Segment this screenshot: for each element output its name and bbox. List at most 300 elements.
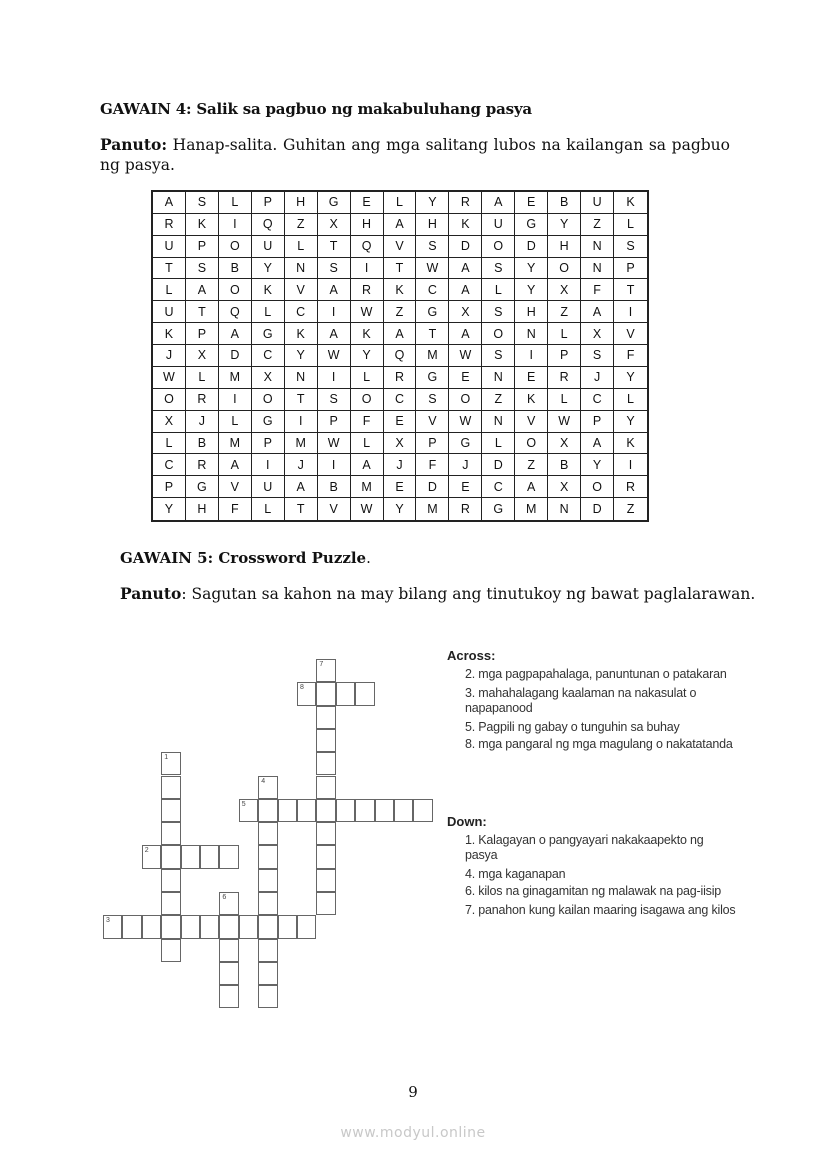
word-search-cell[interactable]: L [285, 236, 318, 258]
word-search-cell[interactable]: W [416, 258, 449, 280]
crossword-cell[interactable] [122, 915, 141, 938]
word-search-cell[interactable]: O [482, 236, 515, 258]
gawain5-title [120, 549, 371, 567]
crossword-cell[interactable] [161, 845, 180, 868]
word-search-cell[interactable]: B [219, 258, 252, 280]
word-search-cell[interactable]: A [384, 323, 417, 345]
word-search-cell[interactable]: U [482, 214, 515, 236]
word-search-cell[interactable]: X [548, 279, 581, 301]
word-search-cell[interactable]: W [351, 498, 384, 520]
word-search-cell[interactable]: O [449, 389, 482, 411]
word-search-cell[interactable]: Y [252, 258, 285, 280]
word-search-cell[interactable]: O [581, 476, 614, 498]
word-search-cell[interactable]: H [186, 498, 219, 520]
crossword-cell[interactable] [316, 659, 335, 682]
word-search-cell[interactable]: G [515, 214, 548, 236]
crossword-cell[interactable] [258, 869, 277, 892]
crossword-cell[interactable] [258, 939, 277, 962]
crossword-cell[interactable] [258, 985, 277, 1008]
crossword-cell[interactable] [258, 799, 277, 822]
word-search-cell[interactable]: P [153, 476, 186, 498]
word-search-cell[interactable]: H [548, 236, 581, 258]
word-search-cell[interactable]: Y [581, 454, 614, 476]
word-search-cell[interactable]: Z [626, 502, 635, 517]
word-search-cell[interactable]: W [449, 411, 482, 433]
word-search-cell[interactable]: L [384, 192, 417, 214]
word-search-cell[interactable]: K [153, 323, 186, 345]
word-search-cell[interactable]: C [384, 389, 417, 411]
word-search-cell[interactable]: B [548, 454, 581, 476]
word-search-cell[interactable]: K [351, 323, 384, 345]
word-search-cell[interactable]: J [186, 411, 219, 433]
word-search-cell[interactable]: P [581, 411, 614, 433]
crossword-cell[interactable] [316, 729, 335, 752]
word-search-cell[interactable]: L [351, 367, 384, 389]
word-search-cell[interactable]: U [153, 236, 186, 258]
crossword-cell[interactable] [142, 915, 161, 938]
crossword-cell[interactable] [161, 752, 180, 775]
word-search-cell[interactable]: Z [482, 389, 515, 411]
word-search-cell[interactable]: X [581, 323, 614, 345]
word-search-cell[interactable]: K [285, 323, 318, 345]
word-search-cell[interactable]: E [515, 367, 548, 389]
word-search-cell[interactable]: Y [515, 258, 548, 280]
word-search-cell[interactable]: I [318, 301, 351, 323]
word-search-cell[interactable]: A [581, 301, 614, 323]
gawain5-instruction-label: Panuto [120, 584, 182, 603]
across-clue: 3. mahahalagang kaalaman na nakasulat o napapanood [465, 686, 697, 715]
word-search-cell[interactable]: V [384, 236, 417, 258]
word-search-cell[interactable]: V [515, 411, 548, 433]
word-search-cell[interactable]: C [153, 454, 186, 476]
word-search-cell[interactable]: Q [219, 301, 252, 323]
word-search-cell[interactable]: Y [614, 367, 647, 389]
word-search-cell[interactable]: E [449, 367, 482, 389]
word-search-cell[interactable]: Y [548, 214, 581, 236]
word-search-cell[interactable]: M [416, 345, 449, 367]
word-search-cell[interactable]: G [318, 192, 351, 214]
word-search-cell[interactable]: O [252, 389, 285, 411]
word-search-cell[interactable]: Y [515, 279, 548, 301]
word-search-cell[interactable]: P [186, 323, 219, 345]
word-search-cell[interactable]: V [614, 323, 647, 345]
word-search-cell[interactable]: R [548, 367, 581, 389]
crossword-cell[interactable] [316, 776, 335, 799]
word-search-cell[interactable]: Q [252, 214, 285, 236]
word-search-cell[interactable]: D [219, 345, 252, 367]
word-search-cell[interactable]: M [351, 476, 384, 498]
crossword-cell[interactable] [219, 985, 238, 1008]
word-search-cell[interactable]: J [285, 454, 318, 476]
word-search-cell[interactable]: J [449, 454, 482, 476]
word-search-cell[interactable]: I [285, 411, 318, 433]
crossword-cell[interactable] [142, 845, 161, 868]
word-search-cell[interactable]: G [449, 433, 482, 455]
crossword-cell[interactable] [239, 915, 258, 938]
word-search-cell[interactable]: T [285, 389, 318, 411]
word-search-cell[interactable]: D [416, 476, 449, 498]
word-search-cell[interactable]: F [351, 411, 384, 433]
word-search-cell[interactable]: I [219, 389, 252, 411]
word-search-cell[interactable]: A [285, 476, 318, 498]
word-search-cell[interactable]: S [186, 192, 219, 214]
word-search-cell[interactable]: K [186, 214, 219, 236]
word-search-cell[interactable]: W [153, 367, 186, 389]
word-search-cell[interactable]: I [318, 454, 351, 476]
word-search-cell[interactable]: N [285, 367, 318, 389]
crossword-cell[interactable] [375, 799, 394, 822]
crossword-cell[interactable] [316, 845, 335, 868]
word-search-cell[interactable]: A [449, 258, 482, 280]
word-search-cell[interactable]: S [416, 236, 449, 258]
word-search-cell[interactable]: T [153, 258, 186, 280]
word-search-cell[interactable]: Y [285, 345, 318, 367]
word-search-cell[interactable]: R [384, 367, 417, 389]
word-search-cell[interactable]: N [482, 367, 515, 389]
word-search-cell[interactable]: C [482, 476, 515, 498]
word-search-cell[interactable]: I [351, 258, 384, 280]
word-search-cell[interactable]: L [252, 301, 285, 323]
word-search-cell[interactable]: X [186, 345, 219, 367]
word-search-cell[interactable]: T [416, 323, 449, 345]
word-search-cell[interactable]: X [318, 214, 351, 236]
word-search-cell[interactable]: S [416, 389, 449, 411]
word-search-cell[interactable]: M [515, 498, 548, 520]
word-search-cell[interactable]: T [285, 498, 318, 520]
word-search-cell[interactable]: M [219, 433, 252, 455]
word-search-cell[interactable]: A [153, 192, 186, 214]
word-search-cell[interactable]: X [384, 433, 417, 455]
word-search-cell[interactable]: D [581, 498, 614, 520]
crossword-clue-number: 1 [164, 754, 169, 762]
word-search-cell[interactable]: L [153, 279, 186, 301]
word-search-cell[interactable]: Z [285, 214, 318, 236]
word-search-cell[interactable]: O [219, 279, 252, 301]
word-search-cell[interactable]: L [614, 214, 647, 236]
word-search-cell[interactable]: Z [548, 301, 581, 323]
crossword-clue-number: 4 [261, 777, 266, 785]
word-search-cell[interactable]: M [416, 498, 449, 520]
crossword-clue-number: 8 [300, 684, 304, 692]
word-search-cell[interactable]: S [318, 389, 351, 411]
down-clue: 6. kilos na ginagamitan ng malawak na pag-iisip [465, 884, 722, 898]
gawain5-title-text: GAWAIN 5: Crossword Puzzle [120, 549, 367, 567]
word-search-cell[interactable]: H [515, 301, 548, 323]
word-search-cell[interactable]: O [153, 389, 186, 411]
word-search-cell[interactable]: L [186, 367, 219, 389]
word-search-cell[interactable]: Q [351, 236, 384, 258]
word-search-cell[interactable]: X [153, 411, 186, 433]
down-clue: 4. mga kaganapan [465, 867, 566, 881]
word-search-cell[interactable]: K [449, 214, 482, 236]
word-search-cell[interactable]: F [614, 345, 647, 367]
word-search-cell[interactable]: H [285, 192, 318, 214]
crossword-cell[interactable] [219, 892, 238, 915]
word-search-cell[interactable]: L [219, 192, 252, 214]
word-search-cell[interactable]: N [548, 498, 581, 520]
word-search-cell[interactable]: L [548, 323, 581, 345]
word-search-cell[interactable]: J [581, 367, 614, 389]
word-search-cell[interactable]: A [219, 454, 252, 476]
word-search-cell[interactable]: B [548, 192, 581, 214]
word-search-cell[interactable]: I [219, 214, 252, 236]
crossword-cell[interactable] [316, 892, 335, 915]
crossword-cell[interactable] [297, 915, 316, 938]
crossword-cell[interactable] [413, 799, 432, 822]
word-search-cell[interactable]: P [416, 433, 449, 455]
word-search-cell[interactable]: A [384, 214, 417, 236]
word-search-cell[interactable]: U [252, 236, 285, 258]
word-search-cell[interactable]: P [252, 433, 285, 455]
word-search-cell[interactable]: K [515, 389, 548, 411]
crossword-cell[interactable] [219, 915, 238, 938]
crossword-cell[interactable] [316, 682, 335, 705]
word-search-cell[interactable]: S [482, 345, 515, 367]
word-search-cell[interactable]: P [614, 258, 647, 280]
word-search-cell[interactable]: L [482, 433, 515, 455]
down-clues [447, 814, 737, 918]
word-search-cell[interactable]: R [186, 454, 219, 476]
word-search-cell[interactable]: X [548, 476, 581, 498]
word-search-cell[interactable]: A [515, 476, 548, 498]
word-search-cell[interactable]: M [219, 367, 252, 389]
crossword-cell[interactable] [258, 962, 277, 985]
word-search-cell[interactable]: I [252, 454, 285, 476]
word-search-cell[interactable]: D [482, 454, 515, 476]
word-search-cell[interactable]: A [318, 279, 351, 301]
crossword-cell[interactable] [219, 939, 238, 962]
across-clue: 5. Pagpili ng gabay o tunguhin sa buhay [465, 720, 680, 734]
word-search-cell[interactable]: K [614, 433, 647, 455]
word-search-cell[interactable]: I [614, 301, 647, 323]
crossword-clue-number: 2 [144, 847, 149, 855]
word-search-cell[interactable]: O [351, 389, 384, 411]
word-search-cell[interactable]: M [285, 433, 318, 455]
crossword-cell[interactable] [258, 845, 277, 868]
crossword-cell[interactable] [161, 915, 180, 938]
word-search-cell[interactable]: O [548, 258, 581, 280]
word-search-cell[interactable]: N [285, 258, 318, 280]
word-search-cell[interactable]: E [515, 192, 548, 214]
crossword-cell[interactable] [161, 776, 180, 799]
word-search-cell[interactable]: S [614, 236, 647, 258]
word-search-cell[interactable]: T [614, 279, 647, 301]
word-search-cell[interactable]: A [581, 433, 614, 455]
word-search-cell[interactable]: U [252, 476, 285, 498]
crossword-cell[interactable] [394, 799, 413, 822]
word-search-cell[interactable]: R [351, 279, 384, 301]
word-search-cell[interactable]: L [548, 389, 581, 411]
word-search-cell[interactable]: O [219, 236, 252, 258]
word-search-cell[interactable]: A [219, 323, 252, 345]
word-search-cell[interactable]: L [614, 389, 647, 411]
crossword-cell[interactable] [161, 799, 180, 822]
crossword-cell[interactable] [200, 915, 219, 938]
word-search-cell[interactable]: F [416, 454, 449, 476]
word-search-cell[interactable]: G [416, 367, 449, 389]
word-search-cell[interactable]: P [548, 345, 581, 367]
word-search-cell[interactable]: A [449, 279, 482, 301]
crossword-cell[interactable] [258, 915, 277, 938]
word-search-cell[interactable]: E [384, 476, 417, 498]
crossword-cell[interactable] [181, 845, 200, 868]
crossword-cell[interactable] [219, 845, 238, 868]
word-search-cell[interactable]: N [482, 411, 515, 433]
crossword-cell[interactable] [316, 869, 335, 892]
word-search-cell[interactable]: L [482, 279, 515, 301]
word-search-cell[interactable]: K [252, 279, 285, 301]
crossword-cell[interactable] [161, 822, 180, 845]
word-search-cell[interactable]: Z [384, 301, 417, 323]
word-search-cell[interactable]: C [252, 345, 285, 367]
word-search-cell[interactable]: S [186, 258, 219, 280]
crossword-cell[interactable] [219, 962, 238, 985]
gawain5-instruction [120, 584, 755, 603]
word-search-cell[interactable]: P [252, 192, 285, 214]
crossword-cell[interactable] [336, 682, 355, 705]
word-search-cell[interactable]: S [482, 258, 515, 280]
word-search-cell[interactable]: E [351, 192, 384, 214]
crossword-cell[interactable] [161, 892, 180, 915]
word-search-cell[interactable]: F [219, 498, 252, 520]
crossword-cell[interactable] [297, 799, 316, 822]
word-search-cell[interactable]: A [482, 192, 515, 214]
crossword-cell[interactable] [316, 822, 335, 845]
word-search-cell[interactable]: N [515, 323, 548, 345]
word-search-cell[interactable]: N [581, 258, 614, 280]
word-search-cell[interactable]: R [614, 476, 647, 498]
word-search-cell[interactable]: S [482, 301, 515, 323]
word-search-cell[interactable]: T [318, 236, 351, 258]
word-search-cell[interactable]: A [186, 279, 219, 301]
word-search-cell[interactable]: H [351, 214, 384, 236]
word-search-cell[interactable]: V [416, 411, 449, 433]
word-search-cell[interactable]: W [318, 433, 351, 455]
word-search-cell[interactable]: U [581, 192, 614, 214]
word-search-cell[interactable]: A [449, 323, 482, 345]
crossword-cell[interactable] [278, 799, 297, 822]
crossword-cell[interactable] [316, 706, 335, 729]
word-search-cell[interactable]: A [318, 323, 351, 345]
word-search-cell[interactable]: V [219, 476, 252, 498]
crossword-clue-number: 7 [319, 661, 324, 668]
word-search-cell[interactable]: T [186, 301, 219, 323]
crossword-cell[interactable] [316, 752, 335, 775]
crossword-cell[interactable] [258, 776, 277, 799]
word-search-cell[interactable]: R [449, 498, 482, 520]
crossword-cell[interactable] [297, 682, 316, 705]
word-search-cell[interactable]: I [515, 345, 548, 367]
word-search-cell[interactable]: O [482, 323, 515, 345]
word-search-cell[interactable]: H [416, 214, 449, 236]
word-search-cell[interactable]: L [351, 433, 384, 455]
word-search-cell[interactable]: I [318, 367, 351, 389]
word-search-cell[interactable]: B [318, 476, 351, 498]
word-search-cell[interactable]: R [153, 214, 186, 236]
word-search-cell[interactable]: G [186, 476, 219, 498]
word-search-cell[interactable]: S [581, 345, 614, 367]
gawain4-instruction-text: Hanap-salita. Guhitan ang mga salitang lubos na kailangan sa pagbuo ng pasya. [100, 136, 730, 174]
word-search-cell[interactable]: P [318, 411, 351, 433]
word-search-cell[interactable]: C [581, 389, 614, 411]
word-search-cell[interactable]: G [416, 301, 449, 323]
word-search-cell[interactable]: C [285, 301, 318, 323]
word-search-cell[interactable]: Y [351, 345, 384, 367]
word-search-cell[interactable]: R [449, 192, 482, 214]
word-search-cell[interactable]: Y [614, 411, 647, 433]
word-search-cell[interactable]: Y [416, 192, 449, 214]
word-search-cell[interactable]: E [384, 411, 417, 433]
crossword-cell[interactable] [239, 799, 258, 822]
crossword-cell[interactable] [355, 799, 374, 822]
crossword-cell[interactable] [161, 939, 180, 962]
crossword-cell[interactable] [258, 822, 277, 845]
down-heading: Down: [447, 814, 487, 829]
word-search-cell[interactable]: D [515, 236, 548, 258]
crossword-cell[interactable] [278, 915, 297, 938]
word-search-cell[interactable]: F [581, 279, 614, 301]
crossword-cell[interactable] [200, 845, 219, 868]
word-search-cell[interactable]: W [548, 411, 581, 433]
word-search-cell[interactable]: B [186, 433, 219, 455]
word-search-cell[interactable]: K [384, 279, 417, 301]
word-search-cell[interactable]: Y [153, 498, 186, 520]
word-search-cell[interactable]: O [515, 433, 548, 455]
word-search-cell[interactable]: L [153, 433, 186, 455]
word-search-cell[interactable]: V [285, 279, 318, 301]
word-search-cell[interactable]: G [252, 411, 285, 433]
word-search-cell[interactable]: X [449, 301, 482, 323]
word-search-cell[interactable]: N [581, 236, 614, 258]
word-search-cell[interactable]: L [219, 411, 252, 433]
word-search-cell[interactable]: A [351, 454, 384, 476]
word-search-cell[interactable]: Y [384, 498, 417, 520]
crossword-cell[interactable] [181, 915, 200, 938]
word-search-cell[interactable]: T [384, 258, 417, 280]
crossword-cell[interactable] [355, 682, 374, 705]
word-search-cell[interactable]: W [449, 345, 482, 367]
word-search-cell[interactable]: U [153, 301, 186, 323]
crossword-cell[interactable] [103, 915, 122, 938]
crossword-cell[interactable] [336, 799, 355, 822]
crossword-cell[interactable] [161, 869, 180, 892]
word-search-cell[interactable]: G [482, 498, 515, 520]
word-search-cell[interactable]: I [614, 454, 647, 476]
word-search-cell[interactable]: Z [515, 454, 548, 476]
word-search-cell[interactable]: J [153, 345, 186, 367]
word-search-cell[interactable]: Q [384, 345, 417, 367]
word-search-cell[interactable]: X [252, 367, 285, 389]
word-search-cell[interactable]: D [449, 236, 482, 258]
crossword-cell[interactable] [316, 799, 335, 822]
page-number: 9 [408, 1083, 418, 1101]
word-search-cell[interactable]: V [318, 498, 351, 520]
word-search-cell[interactable]: C [416, 279, 449, 301]
crossword-cell[interactable] [258, 892, 277, 915]
word-search-cell[interactable]: G [252, 323, 285, 345]
word-search-cell[interactable]: W [351, 301, 384, 323]
word-search-cell[interactable]: E [449, 476, 482, 498]
word-search-cell[interactable]: S [318, 258, 351, 280]
word-search-cell[interactable]: Z [581, 214, 614, 236]
word-search-cell[interactable]: J [384, 454, 417, 476]
word-search-cell[interactable]: K [614, 192, 647, 214]
word-search-cell[interactable]: R [186, 389, 219, 411]
word-search-cell[interactable]: X [548, 433, 581, 455]
word-search-cell[interactable]: W [318, 345, 351, 367]
word-search-cell[interactable]: P [186, 236, 219, 258]
word-search-cell[interactable]: L [252, 498, 285, 520]
